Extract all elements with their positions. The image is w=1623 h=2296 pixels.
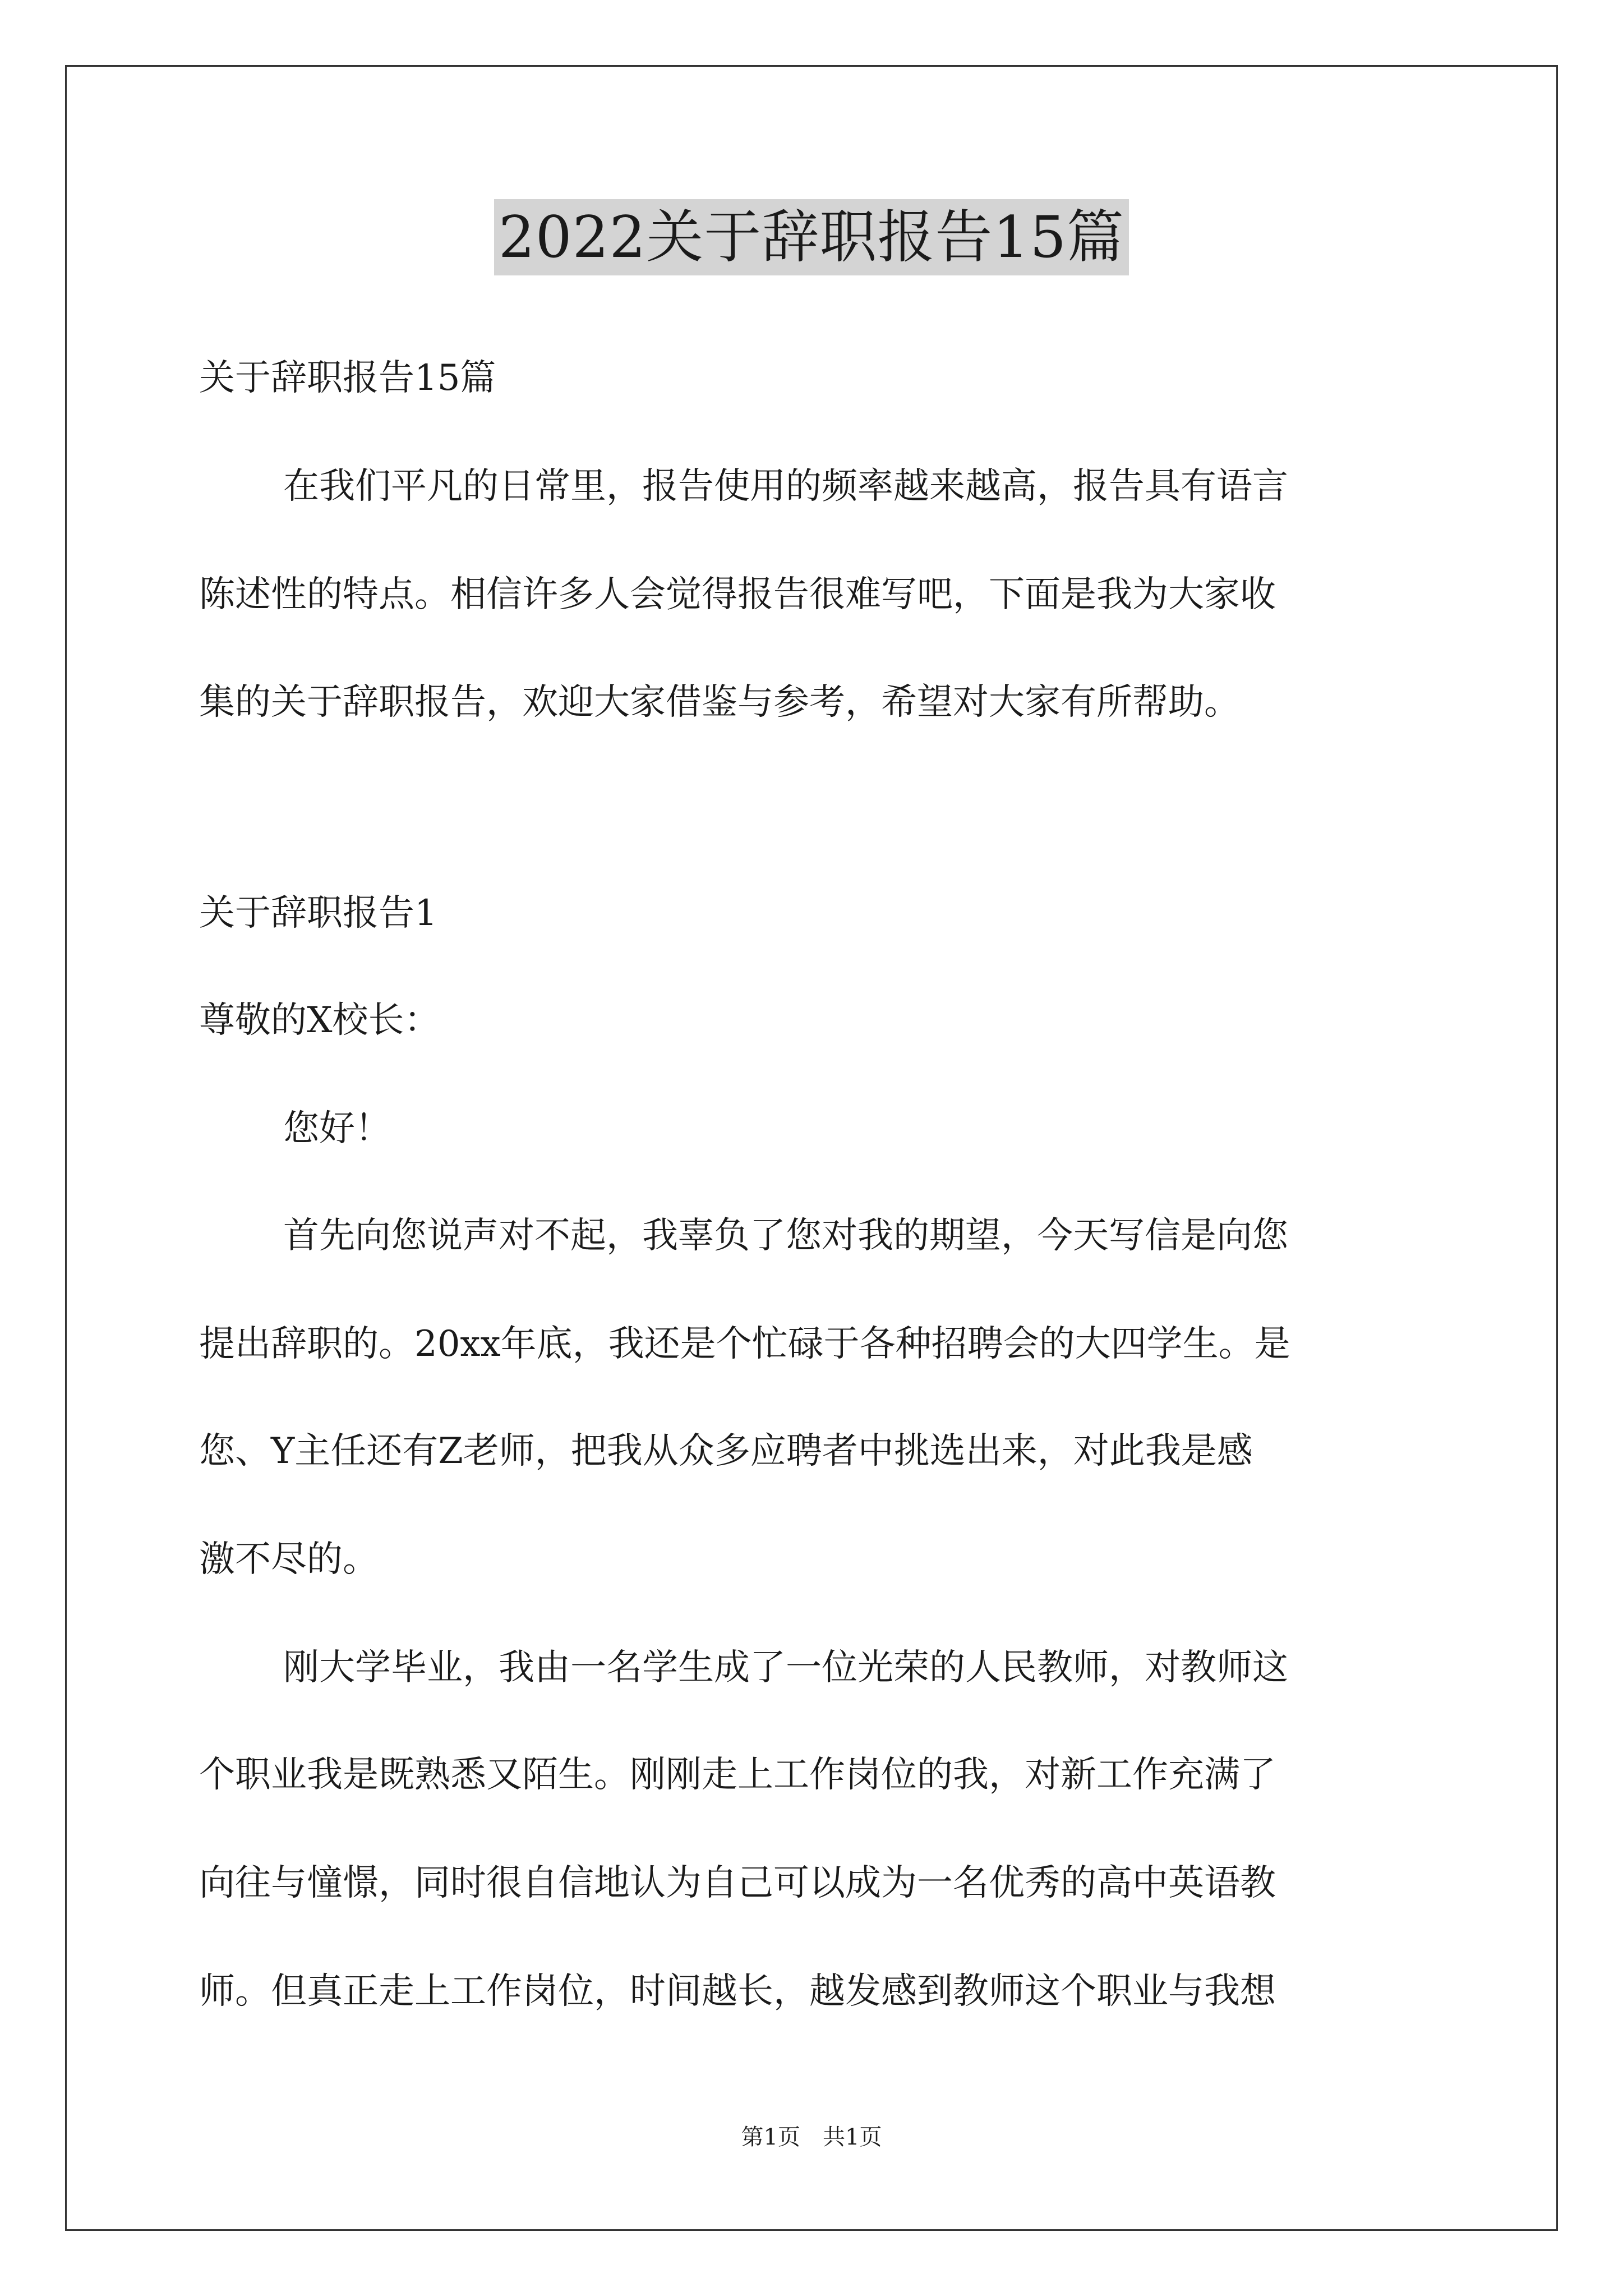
paragraph-line: 您、Y主任还有Z老师，把我从众多应聘者中挑选出来，对此我是感 [199, 1430, 1253, 1472]
title-container [0, 199, 1623, 275]
intro-line: 陈述性的特点。相信许多人会觉得报告很难写吧，下面是我为大家收 [199, 574, 1276, 615]
document-subtitle: 关于辞职报告15篇 [199, 357, 496, 399]
paragraph-line: 提出辞职的。20xx年底，我还是个忙碌于各种招聘会的大四学生。是 [199, 1323, 1290, 1365]
paragraph-line: 向往与憧憬，同时很自信地认为自己可以成为一名优秀的高中英语教 [199, 1862, 1276, 1904]
paragraph-line: 师。但真正走上工作岗位，时间越长，越发感到教师这个职业与我想 [199, 1971, 1276, 2012]
page-number: 第1页 共1页 [741, 2124, 882, 2150]
intro-line: 在我们平凡的日常里，报告使用的频率越来越高，报告具有语言 [283, 466, 1288, 507]
paragraph-line: 个职业我是既熟悉又陌生。刚刚走上工作岗位的我，对新工作充满了 [199, 1754, 1276, 1796]
section-heading: 关于辞职报告1 [199, 892, 437, 934]
salutation: 尊敬的X校长： [199, 1000, 440, 1041]
paragraph-line: 首先向您说声对不起，我辜负了您对我的期望，今天写信是向您 [283, 1215, 1288, 1257]
paragraph-line: 刚大学毕业，我由一名学生成了一位光荣的人民教师，对教师这 [283, 1647, 1288, 1688]
intro-line: 集的关于辞职报告，欢迎大家借鉴与参考，希望对大家有所帮助。 [199, 682, 1240, 723]
greeting: 您好！ [283, 1108, 391, 1149]
document-title: 2022关于辞职报告15篇 [494, 199, 1129, 275]
paragraph-line: 激不尽的。 [199, 1539, 379, 1580]
